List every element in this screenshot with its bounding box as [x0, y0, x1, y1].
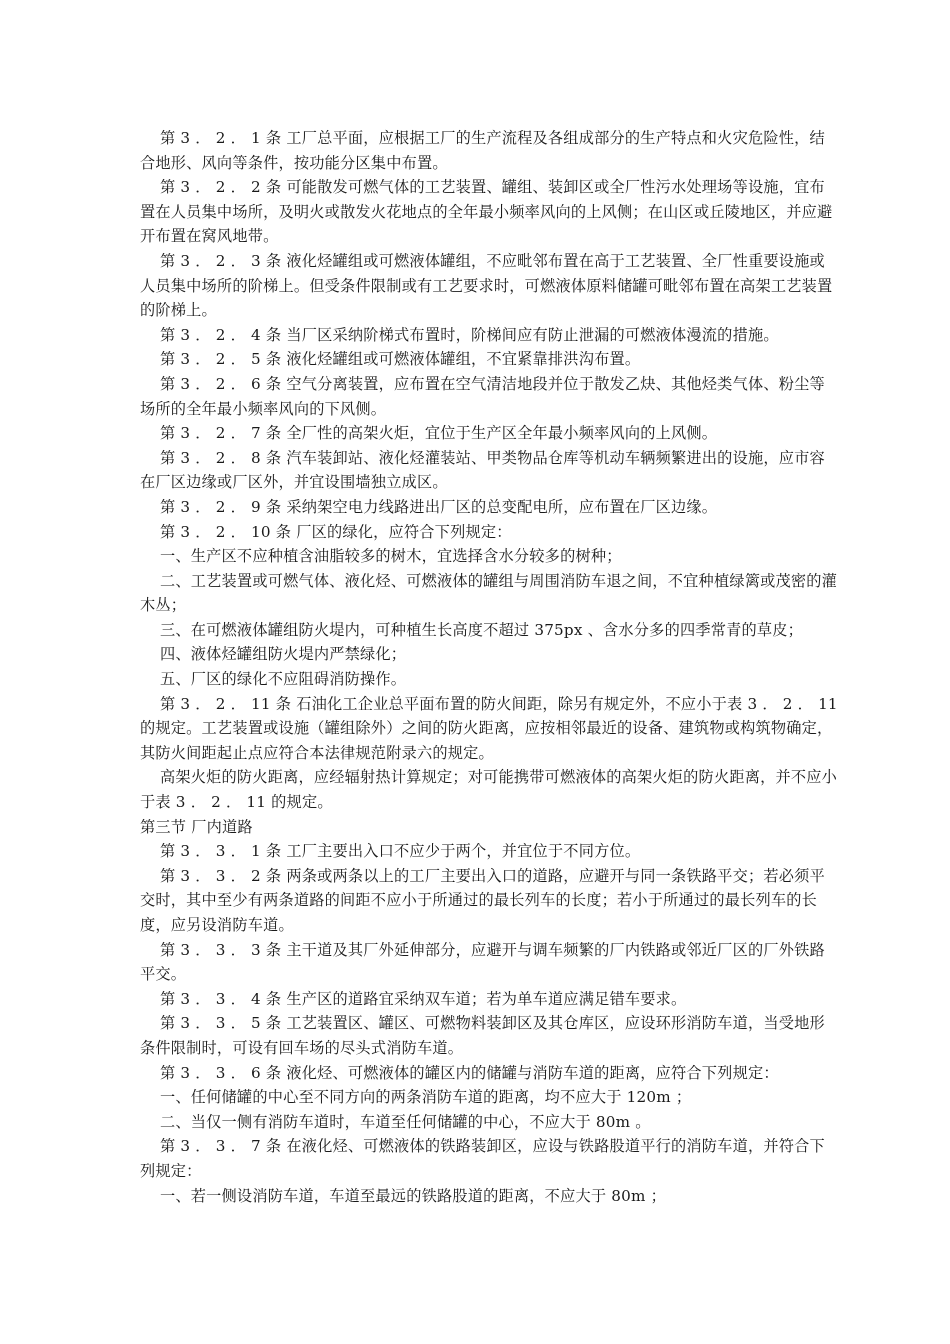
paragraph: 第 3 ． 2 ． 2 条 可能散发可燃气体的工艺装置、罐组、装卸区或全厂性污水处理场等设施，宜布置在人员集中场所，及明火或散发火花地点的全年最小频率风向的上风侧；在山区或丘陵地区，并应避开布置在窝风地带。 — [140, 178, 833, 246]
paragraph: 第 3 ． 2 ． 9 条 采纳架空电力线路进出厂区的总变配电所，应布置在厂区边缘。 — [160, 497, 718, 516]
paragraph: 第 3 ． 2 ． 7 条 全厂性的高架火炬，宜位于生产区全年最小频率风向的上风侧。 — [160, 424, 718, 443]
paragraph: 二、当仅一侧有消防车道时，车道至任何储罐的中心，不应大于 80m 。 — [160, 1112, 651, 1131]
paragraph: 二、工艺装置或可燃气体、液化烃、可燃液体的罐组与周围消防车退之间，不宜种植绿篱或茂密的灌木丛； — [140, 571, 838, 615]
paragraph: 第 3 ． 2 ． 11 条 石油化工企业总平面布置的防火间距，除另有规定外，不应小于表 3 ． 2 ． 11 的规定。工艺装置或设施（罐组除外）之间的防火距离，应按相邻最近的设备、建筑物或构筑物确定，其防火间距起止点应符合本法律规范附录六的规定。 — [140, 694, 838, 762]
paragraph: 第 3 ． 2 ． 5 条 液化烃罐组或可燃液体罐组，不宜紧靠排洪沟布置。 — [160, 350, 641, 369]
paragraph: 第 3 ． 2 ． 10 条 厂区的绿化，应符合下列规定： — [160, 522, 512, 541]
paragraph: 五、厂区的绿化不应阻碍消防操作。 — [160, 670, 407, 689]
paragraph: 第 3 ． 2 ． 4 条 当厂区采纳阶梯式布置时，阶梯间应有防止泄漏的可燃液体漫流的措施。 — [160, 325, 779, 344]
paragraph: 第 3 ． 3 ． 6 条 液化烃、可燃液体的罐区内的储罐与消防车道的距离，应符合下列规定： — [160, 1063, 779, 1082]
paragraph: 第 3 ． 2 ． 6 条 空气分离装置，应布置在空气清洁地段并位于散发乙炔、其他烃类气体、粉尘等场所的全年最小频率风向的下风侧。 — [140, 374, 825, 418]
paragraph: 三、在可燃液体罐组防火堤内，可种植生长高度不超过 375px 、含水分多的四季常青的草皮； — [160, 620, 804, 639]
document-body — [140, 126, 840, 1208]
paragraph: 一、生产区不应种植含油脂较多的树木，宜选择含水分较多的树种； — [160, 547, 622, 566]
paragraph: 第 3 ． 3 ． 7 条 在液化烃、可燃液体的铁路装卸区，应设与铁路股道平行的消防车道，并符合下列规定： — [140, 1137, 825, 1180]
paragraph: 第 3 ． 3 ． 2 条 两条或两条以上的工厂主要出入口的道路，应避开与同一条铁路平交；若必须平交时，其中至少有两条道路的间距不应小于所通过的最长列车的长度；若小于所通过的最长列车的长度，应另设消防车道。 — [140, 866, 825, 934]
paragraph: 第 3 ． 3 ． 5 条 工艺装置区、罐区、可燃物料装卸区及其仓库区，应设环形消防车道，当受地形条件限制时，可设有回车场的尽头式消防车道。 — [140, 1014, 825, 1057]
paragraph: 第 3 ． 3 ． 3 条 主干道及其厂外延伸部分，应避开与调车频繁的厂内铁路或邻近厂区的厂外铁路平交。 — [140, 940, 825, 984]
paragraph: 一、若一侧设消防车道，车道至最远的铁路股道的距离，不应大于 80m ； — [160, 1186, 667, 1205]
paragraph: 高架火炬的防火距离，应经辐射热计算规定；对可能携带可燃液体的高架火炬的防火距离，并不应小于表 3 ． 2 ． 11 的规定。 — [140, 768, 838, 812]
paragraph: 第 3 ． 2 ． 8 条 汽车装卸站、液化烃灌装站、甲类物品仓库等机动车辆频繁进出的设施，应市容在厂区边缘或厂区外，并宜设围墙独立成区。 — [140, 448, 825, 492]
paragraph: 四、液体烃罐组防火堤内严禁绿化； — [160, 645, 407, 664]
paragraph: 一、任何储罐的中心至不同方向的两条消防车道的距离，均不应大于 120m ； — [160, 1088, 692, 1107]
paragraph: 第 3 ． 2 ． 3 条 液化烃罐组或可燃液体罐组，不应毗邻布置在高于工艺装置、全厂性重要设施或人员集中场所的阶梯上。但受条件限制或有工艺要求时，可燃液体原料储罐可毗邻布置在高架工艺装置的阶梯上。 — [140, 251, 833, 320]
paragraph: 第 3 ． 2 ． 1 条 工厂总平面，应根据工厂的生产流程及各组成部分的生产特点和火灾危险性，结合地形、风向等条件，按功能分区集中布置。 — [140, 129, 825, 172]
section-heading: 第三节 厂内道路 — [140, 817, 253, 836]
paragraph: 第 3 ． 3 ． 1 条 工厂主要出入口不应少于两个，并宜位于不同方位。 — [160, 842, 641, 861]
paragraph: 第 3 ． 3 ． 4 条 生产区的道路宜采纳双车道；若为单车道应满足错车要求。 — [160, 989, 687, 1008]
